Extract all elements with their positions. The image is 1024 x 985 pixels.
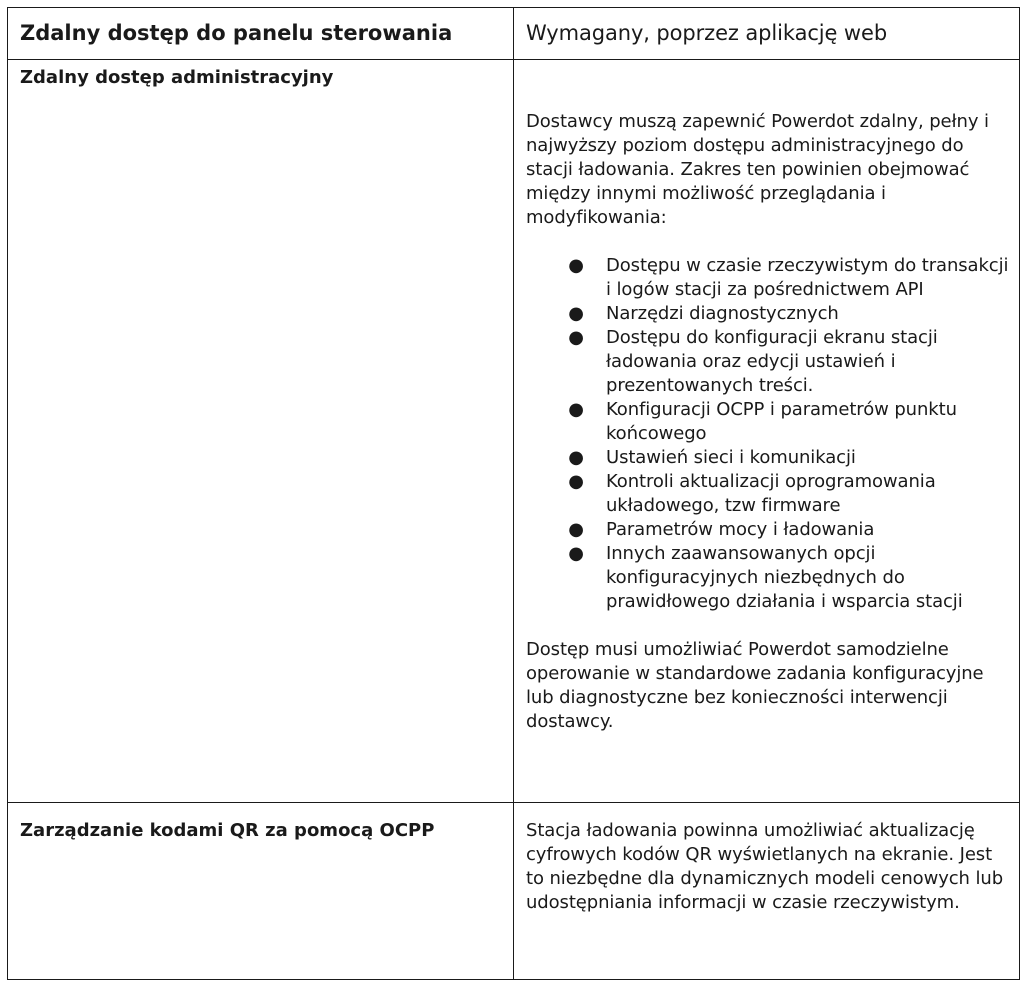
bullet-icon: ● [568, 399, 584, 420]
list-item: ● Ustawień sieci i komunikacji [526, 446, 1011, 470]
table-row [8, 8, 1020, 60]
list-item: ● Innych zaawansowanych opcji konfiguracyjnych niezbędnych do prawidłowego działania i wsparcia stacji [526, 542, 1011, 614]
table-row [8, 60, 1020, 803]
bullet-icon: ● [568, 471, 584, 492]
bullet-icon: ● [568, 519, 584, 540]
bullet-icon: ● [568, 543, 584, 564]
row-value-qr-codes: Stacja ładowania powinna umożliwiać aktualizację cyfrowych kodów QR wyświetlanych na ekranie. Jest to niezbędne dla dynamicznych modeli cenowych lub udostępniania informacji w czasie rzeczywistym. [526, 820, 1004, 913]
table-row [8, 803, 1020, 980]
value-cell [514, 8, 1020, 60]
admin-access-intro: Dostawcy muszą zapewnić Powerdot zdalny, pełny i najwyższy poziom dostępu administracyjnego do stacji ładowania. Zakres ten powinien obejmować między innymi możliwość przeglądania i modyfikowania: [526, 111, 989, 228]
list-item: ● Konfiguracji OCPP i parametrów punktu końcowego [526, 398, 1011, 446]
list-item: ● Dostępu w czasie rzeczywistym do transakcji i logów stacji za pośrednictwem API [526, 254, 1011, 302]
list-item: ● Kontroli aktualizacji oprogramowania układowego, tzw firmware [526, 470, 1011, 518]
row-label-remote-panel: Zdalny dostęp do panelu sterowania [20, 21, 453, 45]
admin-access-list [526, 254, 1011, 614]
value-cell [514, 803, 1020, 980]
bullet-icon: ● [568, 255, 584, 276]
row-label-admin-access: Zdalny dostęp administracyjny [20, 67, 334, 88]
row-value-remote-panel: Wymagany, poprzez aplikację web [526, 21, 888, 45]
row-label-qr-codes: Zarządzanie kodami QR za pomocą OCPP [20, 820, 435, 841]
bullet-icon: ● [568, 327, 584, 348]
admin-access-content [514, 60, 1019, 734]
list-item: ● Dostępu do konfiguracji ekranu stacji ładowania oraz edycji ustawień i prezentowanych treści. [526, 326, 1011, 398]
value-cell [514, 60, 1020, 803]
label-cell [8, 8, 514, 60]
admin-access-outro: Dostęp musi umożliwiać Powerdot samodzielne operowanie w standardowe zadania konfiguracyjne lub diagnostyczne bez konieczności interwencji dostawcy. [526, 639, 984, 732]
bullet-icon: ● [568, 447, 584, 468]
bullet-icon: ● [568, 303, 584, 324]
requirements-table [7, 7, 1020, 980]
list-item: ● Narzędzi diagnostycznych [526, 302, 1011, 326]
label-cell [8, 60, 514, 803]
list-item: ● Parametrów mocy i ładowania [526, 518, 1011, 542]
label-cell [8, 803, 514, 980]
